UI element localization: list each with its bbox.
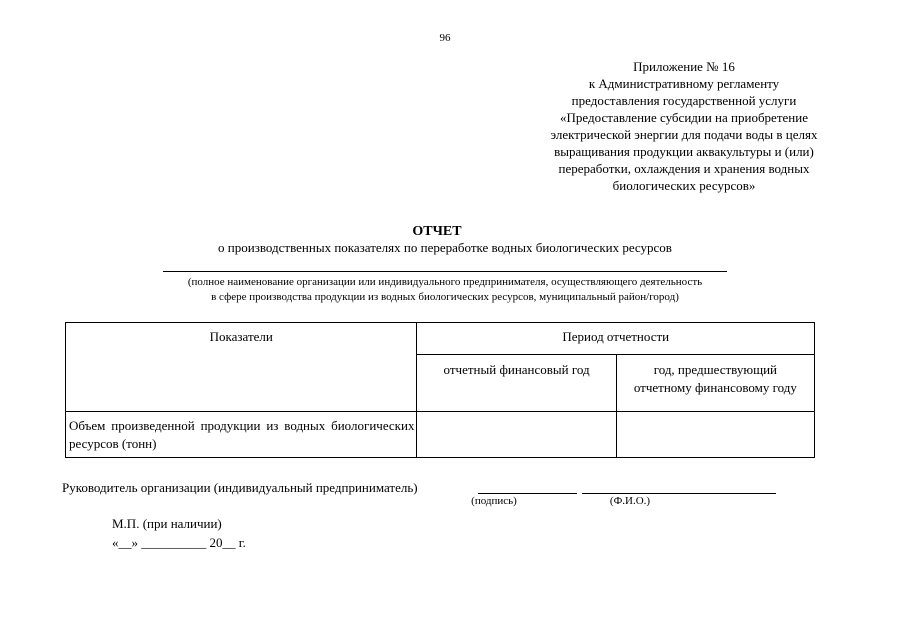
appendix-line: переработки, охлаждения и хранения водных [558, 161, 810, 176]
header-period [417, 323, 815, 355]
header-period-label: Период отчетности [562, 329, 670, 344]
indicators-table [65, 322, 815, 458]
head-of-organization-label: Руководитель организации (индивидуальный предприниматель) [62, 480, 418, 495]
organization-name-line[interactable] [163, 271, 727, 272]
stamp-label: М.П. (при наличии) [112, 516, 222, 531]
row-production-previous-cell[interactable] [616, 412, 814, 458]
appendix-line: биологических ресурсов» [612, 178, 756, 193]
date-line: «__» __________ 20__ г. [112, 535, 246, 550]
organization-hint-line: (полное наименование организации или индивидуального предпринимателя, осуществляющего деятельность [187, 276, 703, 288]
header-current-year-label: отчетный финансовый год [443, 362, 590, 377]
header-previous-year-label: отчетному финансовому году [633, 380, 797, 395]
row-production-current-cell[interactable] [417, 412, 616, 458]
appendix-line: выращивания продукции аквакультуры и (или) [554, 144, 814, 159]
appendix-line: к Административному регламенту [588, 76, 780, 91]
appendix-line: электрической энергии для подачи воды в целях [550, 127, 818, 142]
organization-hint-line: в сфере производства продукции из водных биологических ресурсов, муниципальный район/город) [211, 291, 679, 303]
header-indicators [66, 323, 417, 412]
report-title: ОТЧЕТ [412, 224, 462, 239]
full-name-hint: (Ф.И.О.) [609, 495, 651, 507]
row-production-volume-label: Объем произведенной продукции из водных биологических ресурсов (тонн) [66, 412, 417, 458]
appendix-line: «Предоставление субсидии на приобретение [560, 110, 808, 125]
header-previous-year-label: год, предшествующий [653, 362, 777, 377]
signature-hint: (подпись) [471, 495, 517, 507]
header-previous-year [616, 355, 814, 412]
header-current-year [417, 355, 616, 412]
header-indicators-label: Показатели [209, 329, 273, 344]
report-subtitle: о производственных показателях по переработке водных биологических ресурсов [218, 240, 672, 255]
appendix-line: Приложение № 16 [633, 59, 735, 74]
page-number: 96 [439, 32, 451, 44]
appendix-line: предоставления государственной услуги [571, 93, 797, 108]
